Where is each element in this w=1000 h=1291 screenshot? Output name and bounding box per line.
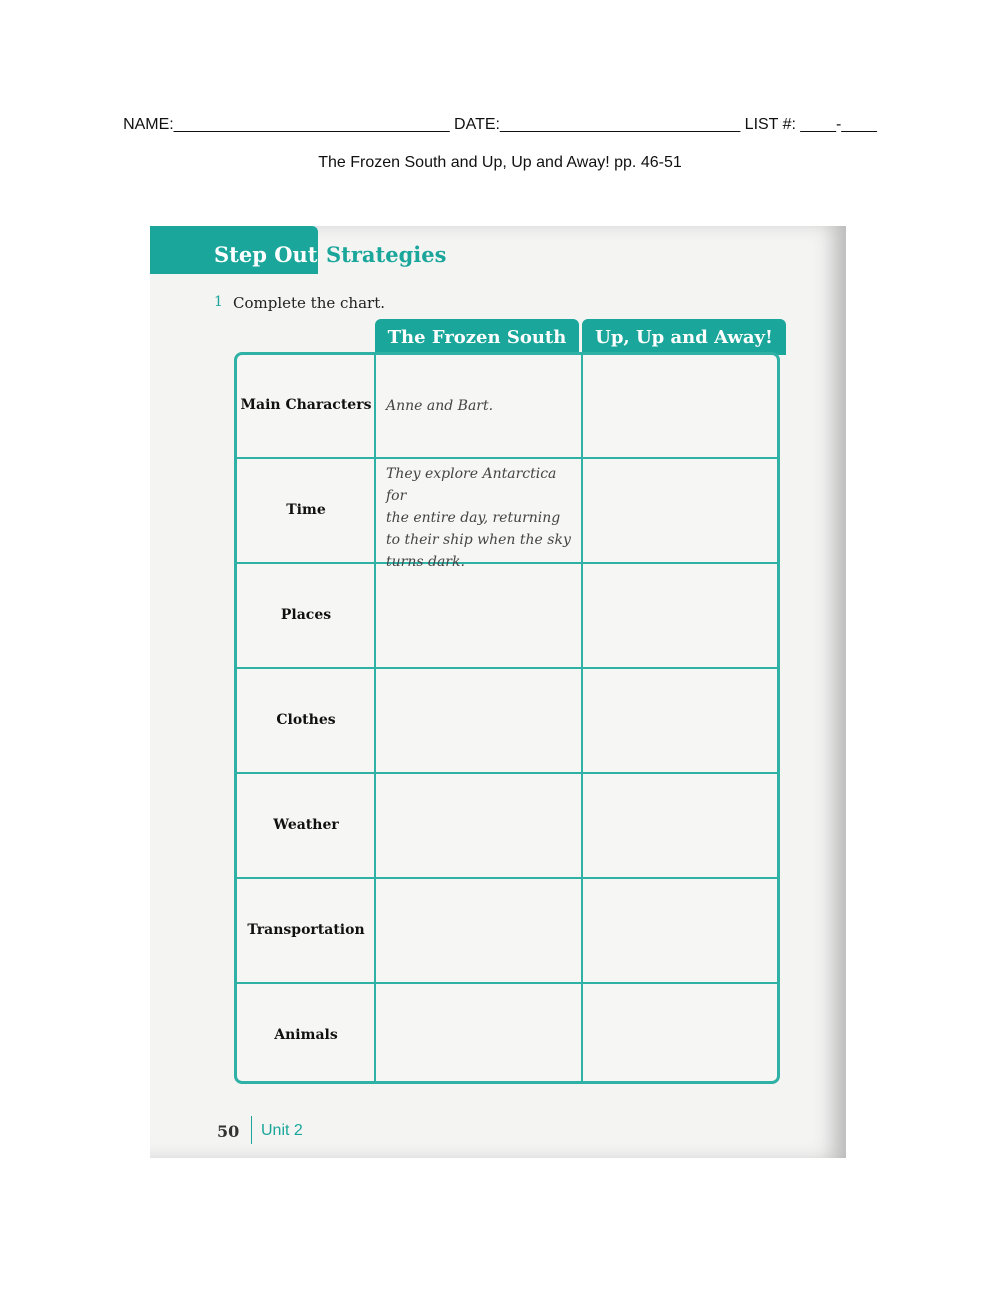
instruction-number: 1: [214, 294, 223, 310]
chart-divider-vertical: [581, 355, 583, 1081]
cell-main-characters-frozen-south[interactable]: Anne and Bart.: [386, 398, 494, 414]
column-header-frozen-south: The Frozen South: [375, 319, 579, 355]
row-label-main-characters: Main Characters: [240, 397, 372, 413]
chart-divider-horizontal: [237, 772, 777, 774]
chart-divider-horizontal: [237, 982, 777, 984]
name-date-list-line: NAME:_______________________________ DATE:___________________________ LIST #: ____-____: [123, 116, 877, 133]
worksheet-subtitle: The Frozen South and Up, Up and Away! pp. 46-51: [318, 154, 682, 171]
column-header-up-up-away: Up, Up and Away!: [582, 319, 786, 355]
chart-divider-horizontal: [237, 667, 777, 669]
row-label-weather: Weather: [273, 817, 339, 833]
chart-divider-horizontal: [237, 457, 777, 459]
textbook-page-scan: [150, 226, 846, 1158]
time-text-line: the entire day, returning: [386, 510, 561, 526]
instruction-text: Complete the chart.: [233, 294, 385, 312]
unit-label: Unit 2: [261, 1122, 303, 1139]
footer-divider: [251, 1116, 252, 1144]
cell-time-frozen-south[interactable]: [386, 463, 581, 573]
banner-strategies: Strategies: [326, 242, 447, 267]
chart-divider-horizontal: [237, 877, 777, 879]
time-text-line: They explore Antarctica for: [386, 466, 557, 504]
row-label-clothes: Clothes: [276, 712, 336, 728]
row-label-animals: Animals: [274, 1027, 338, 1043]
time-text-line: to their ship when the sky: [386, 532, 571, 548]
banner-step-out: Step Out: [214, 242, 318, 267]
row-label-transportation: Transportation: [247, 922, 365, 938]
page-number: 50: [217, 1122, 240, 1141]
row-label-time: Time: [286, 502, 326, 518]
row-label-places: Places: [280, 607, 332, 623]
time-text-line: turns dark.: [386, 554, 465, 570]
strategy-chart: [234, 352, 780, 1084]
